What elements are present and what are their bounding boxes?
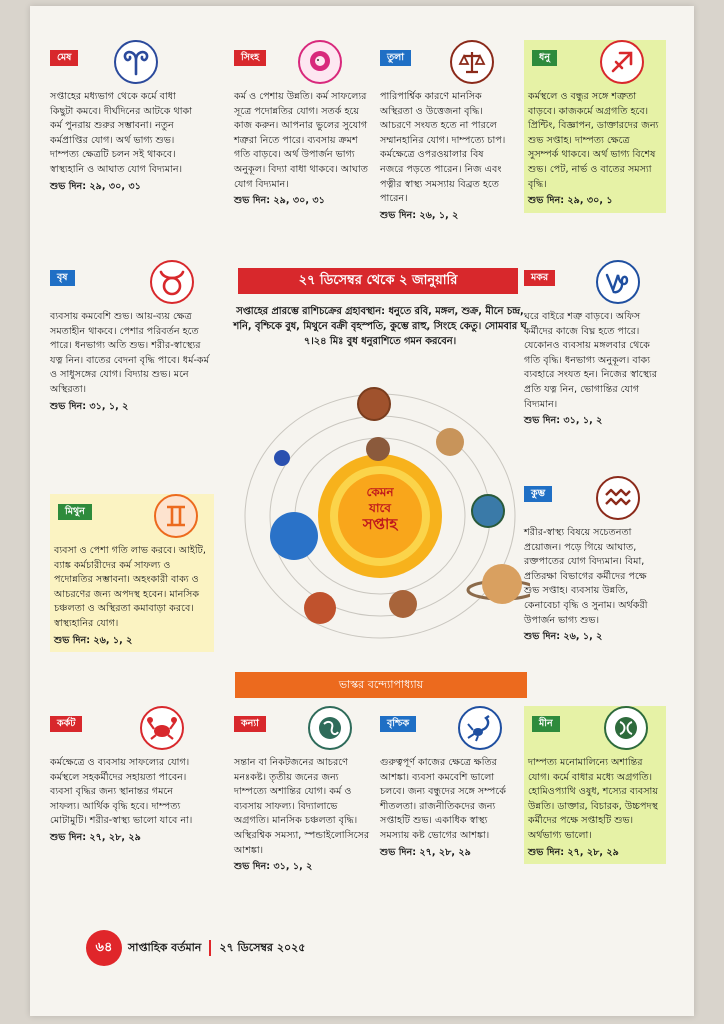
magazine-name: সাপ্তাহিক বর্তমান [128, 940, 202, 954]
taurus-icon [150, 260, 194, 304]
sign-text: দাম্পত্য মনোমালিন্যে অশান্তির যোগ। কর্মে বাধার মধ্যে অগ্রগতি। হোমিওপ্যাথি ওষুধ, শস্যের ব্যবসায় উন্নতি। ডাক্তার, বিচারক, উচ্চপদস্থ কর্মীদের পক্ষে সপ্তাহটি শুভ। অর্থভাগ্য ভালো। [528, 757, 658, 841]
sign-tag: কর্কট [50, 716, 82, 732]
sun-caption-line-2: যাবে [369, 501, 391, 515]
sun-caption [340, 484, 420, 532]
lucky-days: শুভ দিন: ২৯, ৩০, ১ [528, 195, 613, 207]
sign-text: পারিপার্শ্বিক কারণে মানসিক অস্থিরতা ও উত্তেজনা বৃদ্ধি। আচরণে সংযত হতে না পারলে সম্মানহানির যোগ। দাম্পত্যে চাপ। কর্মক্ষেত্রে ওপরওয়ালার বিষ নজরে পড়তে পারেন। নিজ এবং পত্নীর স্বাস্থ্য সমস্যায় বিব্রত হতে পারেন। [380, 91, 506, 205]
planetary-positions-intro: সপ্তাহের প্রারম্ভে রাশিচক্রের গ্রহাবস্থান: ধনুতে রবি, মঙ্গল, শুক্র, মীনে চন্দ্র, শনি, বৃশ্চিকে বুধ, মিথুনে বক্রী বৃহস্পতি, কুম্ভে রাহু, সিংহে কেতু। সোমবার ঘ ৭।২৪ মিঃ বুধ ধনুরাশিতে গমন করবেন। [233, 306, 527, 347]
lucky-days: শুভ দিন: ২৭, ২৮, ২৯ [50, 831, 141, 843]
sign-tag: কন্যা [234, 716, 266, 732]
solar-system-illustration [230, 376, 530, 666]
sign-tag: মকর [524, 270, 555, 286]
sign-text: ব্যবসা ও পেশা গতি লাভ করবে। আইটি, ব্যাঙ্ক কর্মচারীদের কর্ম সাফল্য ও পদোন্নতির সম্ভাবনা। অহংকারী বাক্য ও আচরণের জন্য অপদস্থ হবেন। মানসিক চঞ্চলতা ও অস্থিরতা কমাবাড়া করবে। স্বাস্থ্যহানির যোগ। [54, 545, 206, 629]
issue-date: ২৭ ডিসেম্বর ২০২৫ [219, 940, 306, 954]
date-range-banner: ২৭ ডিসেম্বর থেকে ২ জানুয়ারি [238, 268, 518, 294]
lucky-days: শুভ দিন: ২৭, ২৮, ২৯ [380, 846, 471, 858]
scorpio-icon [458, 706, 502, 750]
sign-tag: তুলা [380, 50, 411, 66]
sign-text: সন্তান বা নিকটজনের আচরণে মনঃকষ্ট। তৃতীয় জনের জন্য দাম্পত্যে অশান্তির যোগ। কর্ম ও ব্যবসায় সাফল্য। বিদ্যালাভে অগ্রগতি। মানসিক চঞ্চলতা বৃদ্ধি। অস্থিরশ্বিক সমস্যা, স্পন্ডাইলোসিসের আশঙ্কা। [234, 757, 370, 856]
sign-card-dhanu [524, 40, 666, 213]
sign-tag: ধনু [532, 50, 557, 66]
sign-tag: মীন [532, 716, 560, 732]
sign-tag: বৃশ্চিক [380, 716, 416, 732]
sign-tag: বৃষ [50, 270, 75, 286]
sign-card-meen [524, 706, 666, 864]
sign-text: কর্মস্থলে ও বন্ধুর সঙ্গে শত্রুতা বাড়বে। কাজকর্মে অগ্রগতি হবে। প্রিন্টিং, বিজ্ঞাপন, ডাক্তারদের জন্য শুভ সপ্তাহ। দাম্পত্য ক্ষেত্রে সুসম্পর্ক থাকবে। অর্থ ভাগ্য বিশেষ শুভ। পেট, নার্ভ ও বাতের সমস্যা বৃদ্ধি। [528, 91, 659, 190]
sign-card-tula [380, 40, 510, 223]
pisces-icon [604, 706, 648, 750]
sign-card-singha [234, 40, 374, 209]
sagittarius-icon [600, 40, 644, 84]
sign-card-mithun [50, 494, 214, 652]
sign-tag: মেষ [50, 50, 78, 66]
sign-text: গুরুত্বপূর্ণ কাজের ক্ষেত্রে ক্ষতির আশঙ্কা। ব্যবসা কমবেশি ভালো চলবে। জন্য বন্ধুদের সঙ্গে সম্পর্কে শীতলতা। রাজনীতিকদের জন্য সপ্তাহটি শুভ। একাধিক স্বাস্থ্য সমস্যায় কষ্ট ভোগের আশঙ্কা। [380, 757, 506, 841]
lucky-days: শুভ দিন: ৩১, ১, ২ [524, 415, 603, 427]
sign-text: কর্ম ও পেশায় উন্নতি। কর্ম সাফল্যের সূত্রে পদোন্নতির যোগ। সতর্ক হয়ে কাজ করুন। আপনার ভুলের সুযোগ শত্রুরা নিতে পারে। ব্যবসায় ক্রমশ গতি বাড়বে। অর্থ উপার্জন ভাগ্য অনুকূল। বিদ্যা বাধা থাকবে। আঘাত যোগ বিদ্যমান। [234, 91, 368, 190]
aries-icon [114, 40, 158, 84]
sign-card-karkat [50, 706, 200, 846]
capricorn-icon [596, 260, 640, 304]
cancer-crab-icon [140, 706, 184, 750]
sign-card-mesh [50, 40, 200, 194]
sign-text: সপ্তাহের মধ্যভাগ থেকে কর্মে বাধা কিছুটা কমবে। দীর্ঘদিনের আটকে থাকা কর্ম পুনরায় শুরুর সম্ভাবনা। নতুন কর্মপ্রাপ্তির যোগ। অর্থ ভাগ্য শুভ। দাম্পত্য ক্ষেত্রটি চলন সই থাকবে। স্বাস্থ্যহানি ও আঘাত যোগ বিদ্যমান। [50, 91, 192, 175]
lucky-days: শুভ দিন: ২৬, ১, ২ [380, 209, 459, 221]
page-footer [86, 930, 305, 966]
author-banner: ভাস্কর বন্দ্যোপাধ্যায় [235, 672, 527, 698]
sign-text: ব্যবসায় কমবেশি শুভ। আয়-ব্যয় ক্ষেত্র সমতাহীন থাকবে। পেশার পরিবর্তন হতে পারে। ধনভাগ্য অতি শুভ। শরীর-স্বাস্থ্যের যত্ন নিন। বাতের বেদনা বৃদ্ধি পাবে। ধর্ম-কর্ম ও সাধুসঙ্গের যোগ। বিদ্যায় শুভ। মনে অস্থিরতা। [50, 311, 209, 395]
lucky-days: শুভ দিন: ২৯, ৩০, ৩১ [234, 195, 325, 207]
lucky-days: শুভ দিন: ২৭, ২৮, ২৯ [528, 846, 619, 858]
libra-icon [450, 40, 494, 84]
sign-tag: কুম্ভ [524, 486, 552, 502]
footer-divider [209, 940, 211, 956]
sign-text: কর্মক্ষেত্রে ও ব্যবসায় সাফল্যের যোগ। কর্মস্থলে সহকর্মীদের সহায়তা পাবেন। ব্যবসা বৃদ্ধির জন্য স্থানান্তর গমনে সাফল্য। আর্থিক বৃদ্ধি হবে। দাম্পত্য মোটামুটি। শরীর-স্বাস্থ্য ভালো যাবে না। [50, 757, 193, 827]
sign-card-kanya [234, 706, 374, 875]
gemini-icon [154, 494, 198, 538]
sun-caption-line-1: কেমন [366, 485, 394, 499]
lucky-days: শুভ দিন: ২৬, ১, ২ [54, 634, 133, 646]
sign-card-kumbha [524, 476, 658, 645]
sign-card-brishchik [380, 706, 514, 860]
sign-card-makar [524, 260, 658, 429]
sun-caption-line-3: সপ্তাহ [362, 515, 398, 533]
lucky-days: শুভ দিন: ৩১, ১, ২ [234, 861, 313, 873]
sign-text: শরীর-স্বাস্থ্য বিষয়ে সচেতনতা প্রয়োজন। পড়ে গিয়ে আঘাত, রক্তপাতের যোগ বিদ্যমান। বিমা, প্রতিরক্ষা বিভাগের কর্মীদের পক্ষে শুভ সপ্তাহ। ব্যবসায় উন্নতি, কেনাবেচা বৃদ্ধি ও সুনাম। অর্থকরী উপার্জন ভাগ্য শুভ। [524, 527, 648, 626]
sign-tag: সিংহ [234, 50, 266, 66]
sign-tag: মিথুন [58, 504, 92, 520]
sign-text: ঘরে বাইরে শত্রু বাড়বে। অফিস কর্মীদের কাজে বিঘ্ন হতে পারে। যেকোনও ব্যবসায় মঙ্গলবার থেকে গতি বৃদ্ধি। ধনভাগ্য অনুকূল। বাক্য ব্যবহারে সংযত হন। নিজের স্বাস্থ্যের প্রতি যত্ন নিন, ভোগান্তির যোগ বিদ্যমান। [524, 311, 658, 410]
lucky-days: শুভ দিন: ২৯, ৩০, ৩১ [50, 180, 141, 192]
leo-icon [298, 40, 342, 84]
virgo-icon [308, 706, 352, 750]
page-number: ৬৪ [86, 930, 122, 966]
magazine-page [30, 6, 694, 1016]
aquarius-icon [596, 476, 640, 520]
lucky-days: শুভ দিন: ২৬, ১, ২ [524, 631, 603, 643]
lucky-days: শুভ দিন: ৩১, ১, ২ [50, 400, 129, 412]
sign-card-brisha [50, 260, 210, 414]
